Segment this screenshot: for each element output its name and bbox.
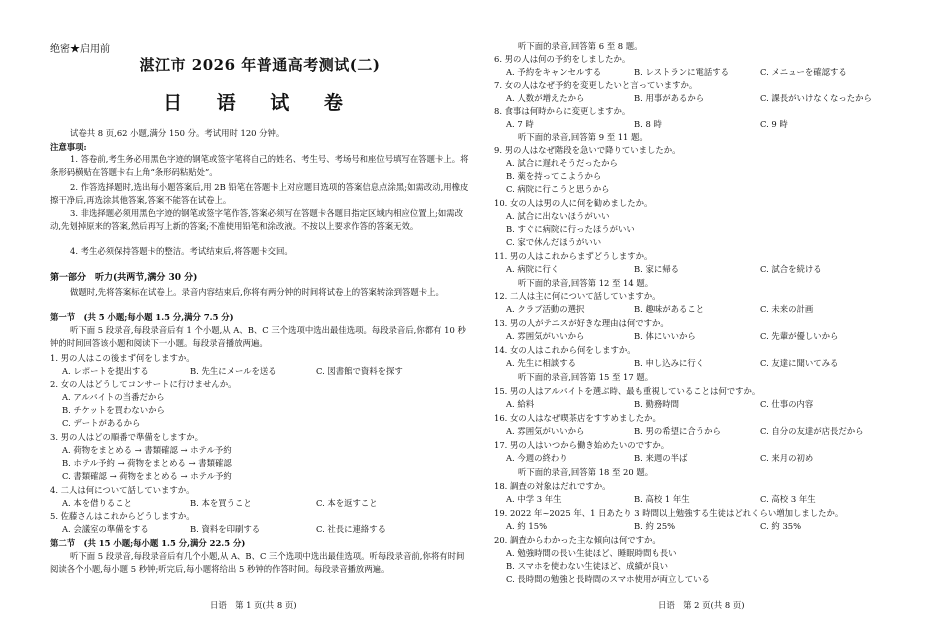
q14-option-b[interactable]: B. 申し込みに行く [634,358,705,368]
question-4: 4. 二人は何について話していますか。 [50,485,195,495]
q10-option-b[interactable]: B. すぐに病院に行ったほうがいい [506,224,635,234]
q13-option-a[interactable]: A. 雰囲気がいいから [506,331,585,341]
question-16: 16. 女の人はなぜ喫茶店をすすめましたか。 [494,413,661,423]
listening-heading-6-8: 听下面的录音,回答第 6 至 8 题。 [518,41,643,51]
q10-option-c[interactable]: C. 家で休んだほうがいい [506,237,602,247]
question-1: 1. 男の人はこの後まず何をしますか。 [50,353,195,363]
q17-option-c[interactable]: C. 来月の初め [760,453,814,463]
q5-option-c[interactable]: C. 社長に連絡する [316,524,387,534]
section1-instructions: 听下面 5 段录音,每段录音后有 1 个小题,从 A、B、C 三个选项中选出最佳选项。每段录音后,你都有 10 秒钟的时间回答该小题和阅读下一小题。每段录音播放两遍。 [50,325,466,348]
q13-option-c[interactable]: C. 先輩が優しいから [760,331,839,341]
q15-option-c[interactable]: C. 仕事の内容 [760,399,814,409]
q16-option-c[interactable]: C. 自分の友達が店長だから [760,426,864,436]
q2-option-b[interactable]: B. チケットを買わないから [62,405,165,415]
question-15: 15. 男の人はアルバイトを選ぶ時、最も重視していることは何ですか。 [494,386,761,396]
section2-instructions: 听下面 5 段录音,每段录音后有几个小题,从 A、B、C 三个选项中选出最佳选项。听每段录音前,你将有时间阅读各个小题,每小题 5 秒钟;听完后,每小题将给出 5 秒钟的作答时间。每段录音播放两遍。 [50,551,465,574]
q19-option-a[interactable]: A. 約 15% [506,521,548,531]
section1-heading: 第一节 (共 5 小题;每小题 1.5 分,满分 7.5 分) [50,312,234,322]
q11-option-c[interactable]: C. 試合を続ける [760,264,822,274]
note-4: 4. 考生必须保持答题卡的整洁。考试结束后,将答题卡交回。 [70,246,293,256]
listening-heading-12-14: 听下面的录音,回答第 12 至 14 题。 [518,278,654,288]
q16-option-b[interactable]: B. 男の希望に合うから [634,426,721,436]
question-6: 6. 男の人は何の予約をしましたか。 [494,54,631,64]
q11-option-b[interactable]: B. 家に帰る [634,264,679,274]
q14-option-a[interactable]: A. 先生に相談する [506,358,576,368]
question-7: 7. 女の人はなぜ予約を変更したいと言っていますか。 [494,80,698,90]
q12-option-c[interactable]: C. 未来の計画 [760,304,814,314]
note-1: 1. 答卷前,考生务必用黑色字迹的钢笔或签字笔将自己的姓名、考生号、考场号和座位号填写在答题卡上。将条形码横贴在答题卡右上角“条形码粘贴处”。 [50,154,469,177]
q4-option-c[interactable]: C. 本を返すこと [316,498,378,508]
q12-option-a[interactable]: A. クラブ活動の選択 [506,304,585,314]
q15-option-b[interactable]: B. 勤務時間 [634,399,679,409]
part1-heading: 第一部分 听力(共两节,满分 30 分) [50,273,198,283]
question-13: 13. 男の人がテニスが好きな理由は何ですか。 [494,318,669,328]
question-9: 9. 男の人はなぜ階段を急いで降りていましたか。 [494,145,681,155]
question-17: 17. 男の人はいつから働き始めたいのですか。 [494,440,670,450]
left-page [50,0,470,631]
q15-option-a[interactable]: A. 給料 [506,399,535,409]
q6-option-b[interactable]: B. レストランに電話する [634,67,729,77]
q19-option-b[interactable]: B. 約 25% [634,521,676,531]
q16-option-a[interactable]: A. 雰囲気がいいから [506,426,585,436]
q10-option-a[interactable]: A. 試合に出ないほうがいい [506,211,610,221]
listening-heading-9-11: 听下面的录音,回答第 9 至 11 题。 [518,132,648,142]
question-20: 20. 調査からわかった主な傾向は何ですか。 [494,535,661,545]
question-8: 8. 食事は何時からに変更しますか。 [494,106,631,116]
question-3: 3. 男の人はどの順番で準備をしますか。 [50,432,204,442]
q4-option-b[interactable]: B. 本を買うこと [190,498,252,508]
question-19: 19. 2022 年~2025 年、1 日あたり 3 時間以上勉強する生徒はどれくらい増加しましたか。 [494,508,844,518]
q3-option-c[interactable]: C. 書類確認 → 荷物をまとめる → ホテル予約 [62,471,232,481]
q1-option-a[interactable]: A. レポートを提出する [62,366,149,376]
exam-intro: 试卷共 8 页,62 小题,满分 150 分。考试用时 120 分钟。 [70,128,285,138]
note-2: 2. 作答选择题时,选出每小题答案后,用 2B 铅笔在答题卡上对应题目选项的答案信息点涂黑;如需改动,用橡皮擦干净后,再选涂其他答案,答案不能答在试卷上。 [50,182,469,205]
q18-option-c[interactable]: C. 高校 3 年生 [760,494,816,504]
note-3: 3. 非选择题必须用黑色字迹的钢笔或签字笔作答,答案必须写在答题卡各题目指定区域内相应位置上;如需改动,先划掉原来的答案,然后再写上新的答案;不准使用铅笔和涂改液。不按以上要求作答的答案无效。 [50,208,464,231]
q3-option-b[interactable]: B. ホテル予約 → 荷物をまとめる → 書類確認 [62,458,232,468]
q12-option-b[interactable]: B. 趣味があること [634,304,705,314]
listening-heading-15-17: 听下面的录音,回答第 15 至 17 题。 [518,372,654,382]
section2-heading: 第二节 (共 15 小题;每小题 1.5 分,满分 22.5 分) [50,538,246,548]
q19-option-c[interactable]: C. 約 35% [760,521,802,531]
q18-option-b[interactable]: B. 高校 1 年生 [634,494,690,504]
q9-option-b[interactable]: B. 薬を持ってこようから [506,171,602,181]
question-10: 10. 女の人は男の人に何を勧めましたか。 [494,198,653,208]
confidential-label: 绝密★启用前 [50,44,110,55]
q17-option-b[interactable]: B. 来週の半ば [634,453,688,463]
q5-option-a[interactable]: A. 会議室の準備をする [62,524,149,534]
q1-option-b[interactable]: B. 先生にメールを送る [190,366,277,376]
q20-option-b[interactable]: B. スマホを使わない生徒ほど、成績が良い [506,561,669,571]
question-18: 18. 調査の対象はだれですか。 [494,481,611,491]
listening-heading-18-20: 听下面的录音,回答第 18 至 20 题。 [518,467,654,477]
q11-option-a[interactable]: A. 病院に行く [506,264,560,274]
q7-option-a[interactable]: A. 人数が増えたから [506,93,585,103]
q13-option-b[interactable]: B. 体にいいから [634,331,696,341]
q7-option-b[interactable]: B. 用事があるから [634,93,705,103]
q18-option-a[interactable]: A. 中学 3 年生 [506,494,562,504]
question-12: 12. 二人は主に何について話していますか。 [494,291,661,301]
page-footer-1: 日语 第 1 页(共 8 页) [210,600,297,610]
q6-option-a[interactable]: A. 予約をキャンセルする [506,67,602,77]
part1-instructions: 做题时,先将答案标在试卷上。录音内容结束后,你将有两分钟的时间将试卷上的答案转涂到答题卡上。 [70,287,444,297]
notes-heading: 注意事项: [50,142,87,152]
q7-option-c[interactable]: C. 課長がいけなくなったから [760,93,872,103]
q17-option-a[interactable]: A. 今週の終わり [506,453,568,463]
q8-option-c[interactable]: C. 9 時 [760,119,788,129]
question-5: 5. 佐藤さんはこれからどうしますか。 [50,511,195,521]
q5-option-b[interactable]: B. 資料を印刷する [190,524,261,534]
q2-option-a[interactable]: A. アルバイトの当番だから [62,392,165,402]
question-14: 14. 女の人はこれから何をしますか。 [494,345,636,355]
q8-option-a[interactable]: A. 7 時 [506,119,534,129]
question-11: 11. 男の人はこれからまずどうしますか。 [494,251,653,261]
q20-option-a[interactable]: A. 勉強時間の長い生徒ほど、睡眠時間も長い [506,548,677,558]
q8-option-b[interactable]: B. 8 時 [634,119,662,129]
q2-option-c[interactable]: C. デートがあるから [62,418,141,428]
q9-option-c[interactable]: C. 病院に行こうと思うから [506,184,610,194]
question-2: 2. 女の人はどうしてコンサートに行けませんか。 [50,379,237,389]
q14-option-c[interactable]: C. 友達に聞いてみる [760,358,839,368]
q6-option-c[interactable]: C. メニューを確認する [760,67,847,77]
q3-option-a[interactable]: A. 荷物をまとめる → 書類確認 → ホテル予約 [62,445,232,455]
right-page [494,0,924,631]
q9-option-a[interactable]: A. 試合に遅れそうだったから [506,158,618,168]
page-footer-2: 日语 第 2 页(共 8 页) [658,600,745,610]
q4-option-a[interactable]: A. 本を借りること [62,498,132,508]
q20-option-c[interactable]: C. 長時間の勉強と長時間のスマホ使用が両立している [506,574,710,584]
subject-title: 日 语 试 卷 [163,92,357,114]
q1-option-c[interactable]: C. 図書館で資料を探す [316,366,403,376]
exam-title: 湛江市 2026 年普通高考测试(二) [139,56,381,74]
